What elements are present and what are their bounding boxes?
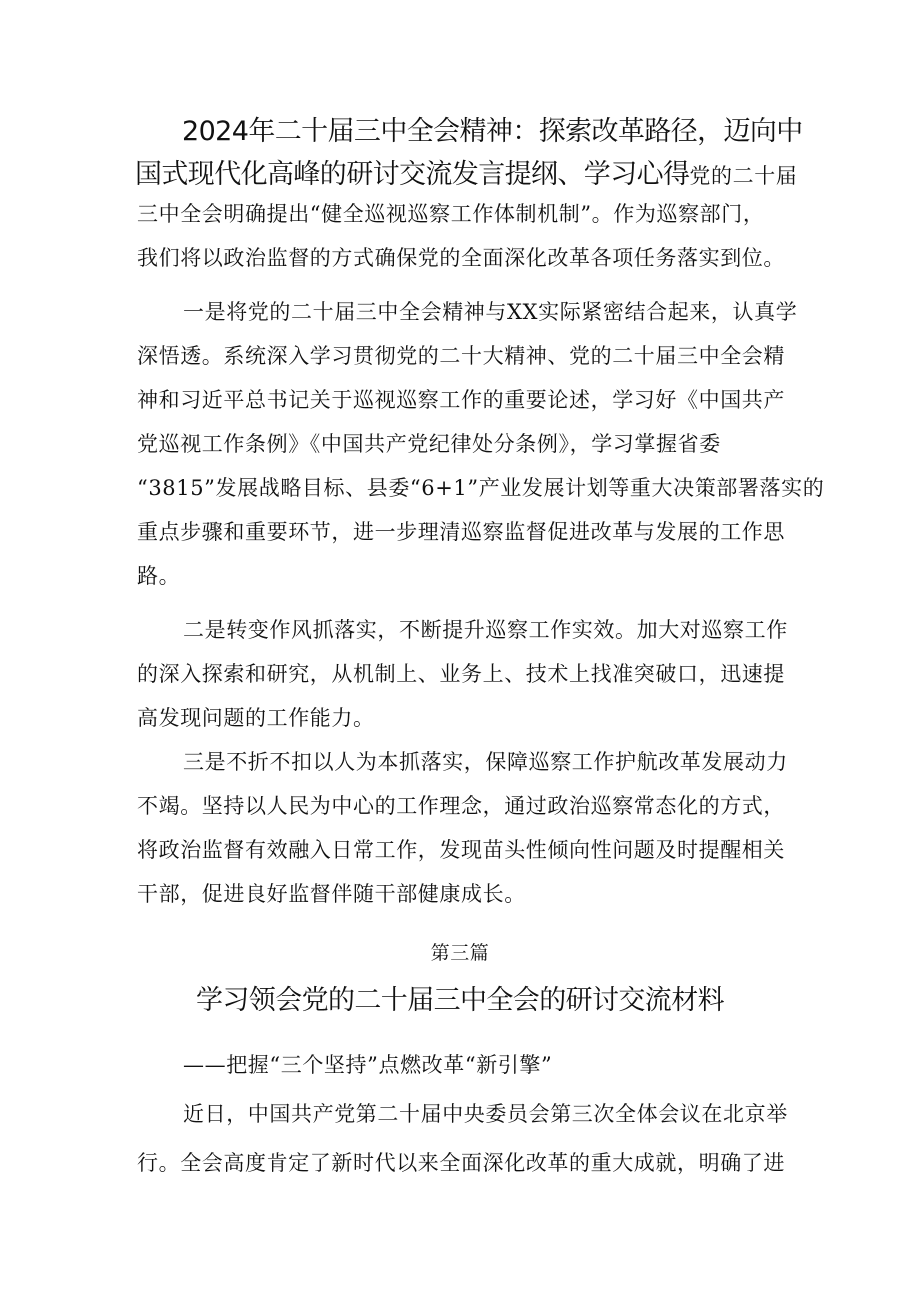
paragraph-4-line-3: 将政治监督有效融入日常工作，发现苗头性倾向性问题及时提醒相关: [137, 838, 785, 862]
section-subtitle: ——把握“三个坚持”点燃改革“新引擎”: [183, 1053, 553, 1077]
paragraph-4-line-2: 不竭。坚持以人民为中心的工作理念，通过政治巡察常态化的方式，: [137, 794, 785, 818]
paragraph-3-line-1: 二是转变作风抓落实，不断提升巡察工作实效。加大对巡察工作: [183, 618, 788, 642]
paragraph-2-line-2: 深悟透。系统深入学习贯彻党的二十大精神、党的二十届三中全会精: [137, 344, 785, 368]
section-label: 第三篇: [430, 942, 490, 964]
paragraph-2-line-1: 一是将党的二十届三中全会精神与XX实际紧密结合起来，认真学: [183, 300, 798, 324]
paragraph-1-lead: 党的二十届: [689, 164, 798, 188]
article-title-line-1: 2024年二十届三中全会精神：探索改革路径，迈向中: [182, 116, 803, 147]
article-title-line-2: [135, 157, 920, 194]
paragraph-1-line-2: 我们将以政治监督的方式确保党的全面深化改革各项任务落实到位。: [137, 246, 785, 270]
paragraph-3-line-2: 的深入探索和研究，从机制上、业务上、技术上找准突破口，迅速提: [137, 662, 785, 686]
paragraph-4-line-1: 三是不折不扣以人为本抓落实，保障巡察工作护航改革发展动力: [183, 750, 788, 774]
article-title-line-2-text: 国式现代化高峰的研讨交流发言提纲、学习心得: [135, 159, 690, 190]
paragraph-3-line-3: 高发现问题的工作能力。: [137, 706, 375, 730]
paragraph-2-line-7: 路。: [137, 564, 181, 588]
section-paragraph-1-line-2: 行。全会高度肯定了新时代以来全面深化改革的重大成就，明确了进: [137, 1151, 785, 1175]
paragraph-4-line-4: 干部，促进良好监督伴随干部健康成长。: [137, 882, 526, 906]
section-paragraph-1-line-1: 近日，中国共产党第二十届中央委员会第三次全体会议在北京举: [183, 1102, 788, 1126]
section-title: 学习领会党的二十届三中全会的研讨交流材料: [196, 985, 724, 1016]
paragraph-1-line-1: 三中全会明确提出“健全巡视巡察工作体制机制”。作为巡察部门，: [137, 202, 765, 226]
paragraph-2-line-4: 党巡视工作条例》《中国共产党纪律处分条例》，学习掌握省委: [137, 432, 721, 456]
paragraph-2-line-3: 神和习近平总书记关于巡视巡察工作的重要论述，学习好《中国共产: [137, 388, 785, 412]
paragraph-2-line-6: 重点步骤和重要环节，进一步理清巡察监督促进改革与发展的工作思: [137, 520, 785, 544]
paragraph-2-line-5: “3815”发展战略目标、县委“6+1”产业发展计划等重大决策部署落实的: [137, 476, 825, 500]
